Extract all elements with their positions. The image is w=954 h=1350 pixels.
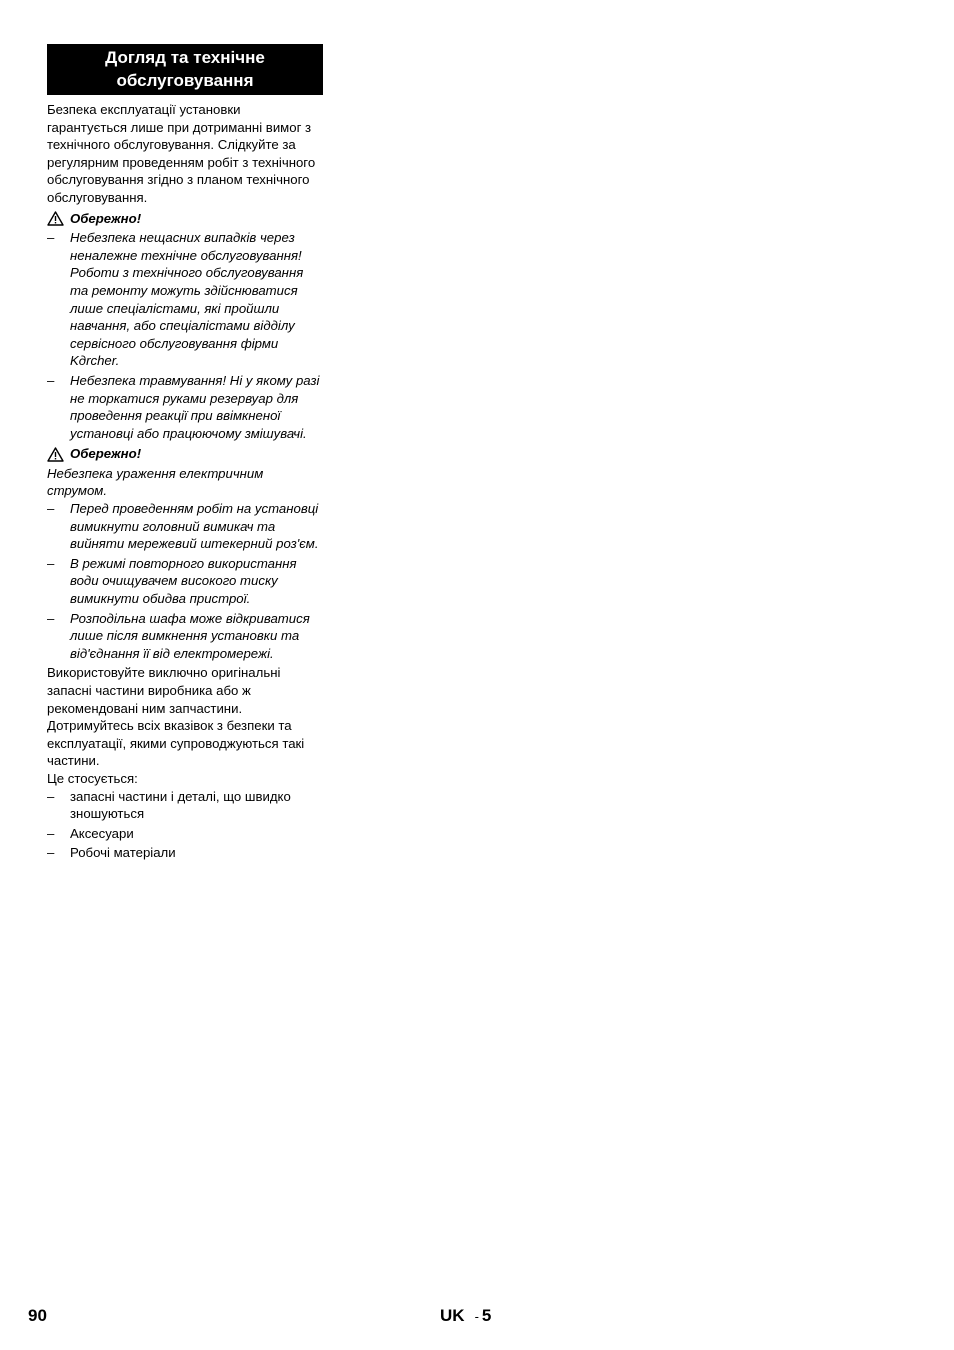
list-item [47,555,323,608]
page-number: 90 [28,1306,47,1325]
section-title: Догляд та технічне обслуговування [47,44,323,95]
warning-2-list [47,500,323,662]
section-page-number: 5 [481,1306,492,1325]
warning-triangle-icon [47,211,64,226]
list-item-text: запасні частини і деталі, що швидко зношуються [70,788,291,822]
warning-1-list [47,229,323,442]
list-item-text: Небезпека нещасних випадків через неналежне технічне обслуговування! Роботи з технічного обслуговування та ремонту можуть здійснюватися лише спеціалістами, які пройшли навчання, або спеціалістами відділу сервісного обслуговування фірми Kдrcher. [70,230,304,369]
intro-paragraph: Безпека експлуатації установки гарантується лише при дотриманні вимог з технічного обслуговування. Слідкуйте за регулярним проведенням робіт з технічного обслуговування згідно з планом технічного обслуговування. [47,102,316,205]
dash-bullet: – [47,372,55,388]
footer-separator: - [474,1309,479,1324]
parts-list [47,788,323,862]
list-item [47,825,323,843]
warning-triangle-icon [47,447,64,462]
warning-1-title: Обережно! [70,210,142,226]
warning-1-title-row [47,210,323,228]
list-item-text: Робочі матеріали [70,845,176,861]
footer-section-label [440,1306,491,1326]
dash-bullet: – [47,501,55,517]
list-item-text: В режимі повторного використання води очищувачем високого тиску вимикнути обидва пристрої. [70,555,297,607]
list-item [47,229,323,370]
dash-bullet: – [47,230,55,246]
list-item-text: Розподільна шафа може відкриватися лише після вимкнення установки та від'єднання її від електромережі. [70,610,310,661]
list-item [47,500,323,553]
dash-bullet: – [47,845,55,861]
main-column [47,44,323,864]
list-item [47,372,323,442]
warning-2-title-row [47,445,323,463]
language-code: UK [440,1306,465,1325]
list-item [47,788,323,823]
warning-2-title: Обережно! [70,446,142,462]
dash-bullet: – [47,610,55,626]
warning-2-lead: Небезпека ураження електричним струмом. [47,465,264,499]
list-item-text: Аксесуари [70,825,134,841]
dash-bullet: – [47,825,55,841]
parts-paragraph: Використовуйте виключно оригінальні запасні частини виробника або ж рекомендовані ним запчастини. Дотримуйтесь всіх вказівок з безпеки та експлуатації, якими супроводжуються такі частини. [47,665,305,769]
list-item [47,610,323,663]
dash-bullet: – [47,788,55,804]
list-item-text: Перед проведенням робіт на установці вимикнути головний вимикач та вийняти мережевий штекерний роз'єм. [70,501,319,552]
list-item-text: Небезпека травмування! Ні у якому разі не торкатися руками резервуар для проведення реакції при ввімкненої установці або працюючому змішувачі. [70,372,320,441]
parts-lead: Це стосується: [47,770,138,786]
dash-bullet: – [47,555,55,571]
list-item [47,844,323,862]
